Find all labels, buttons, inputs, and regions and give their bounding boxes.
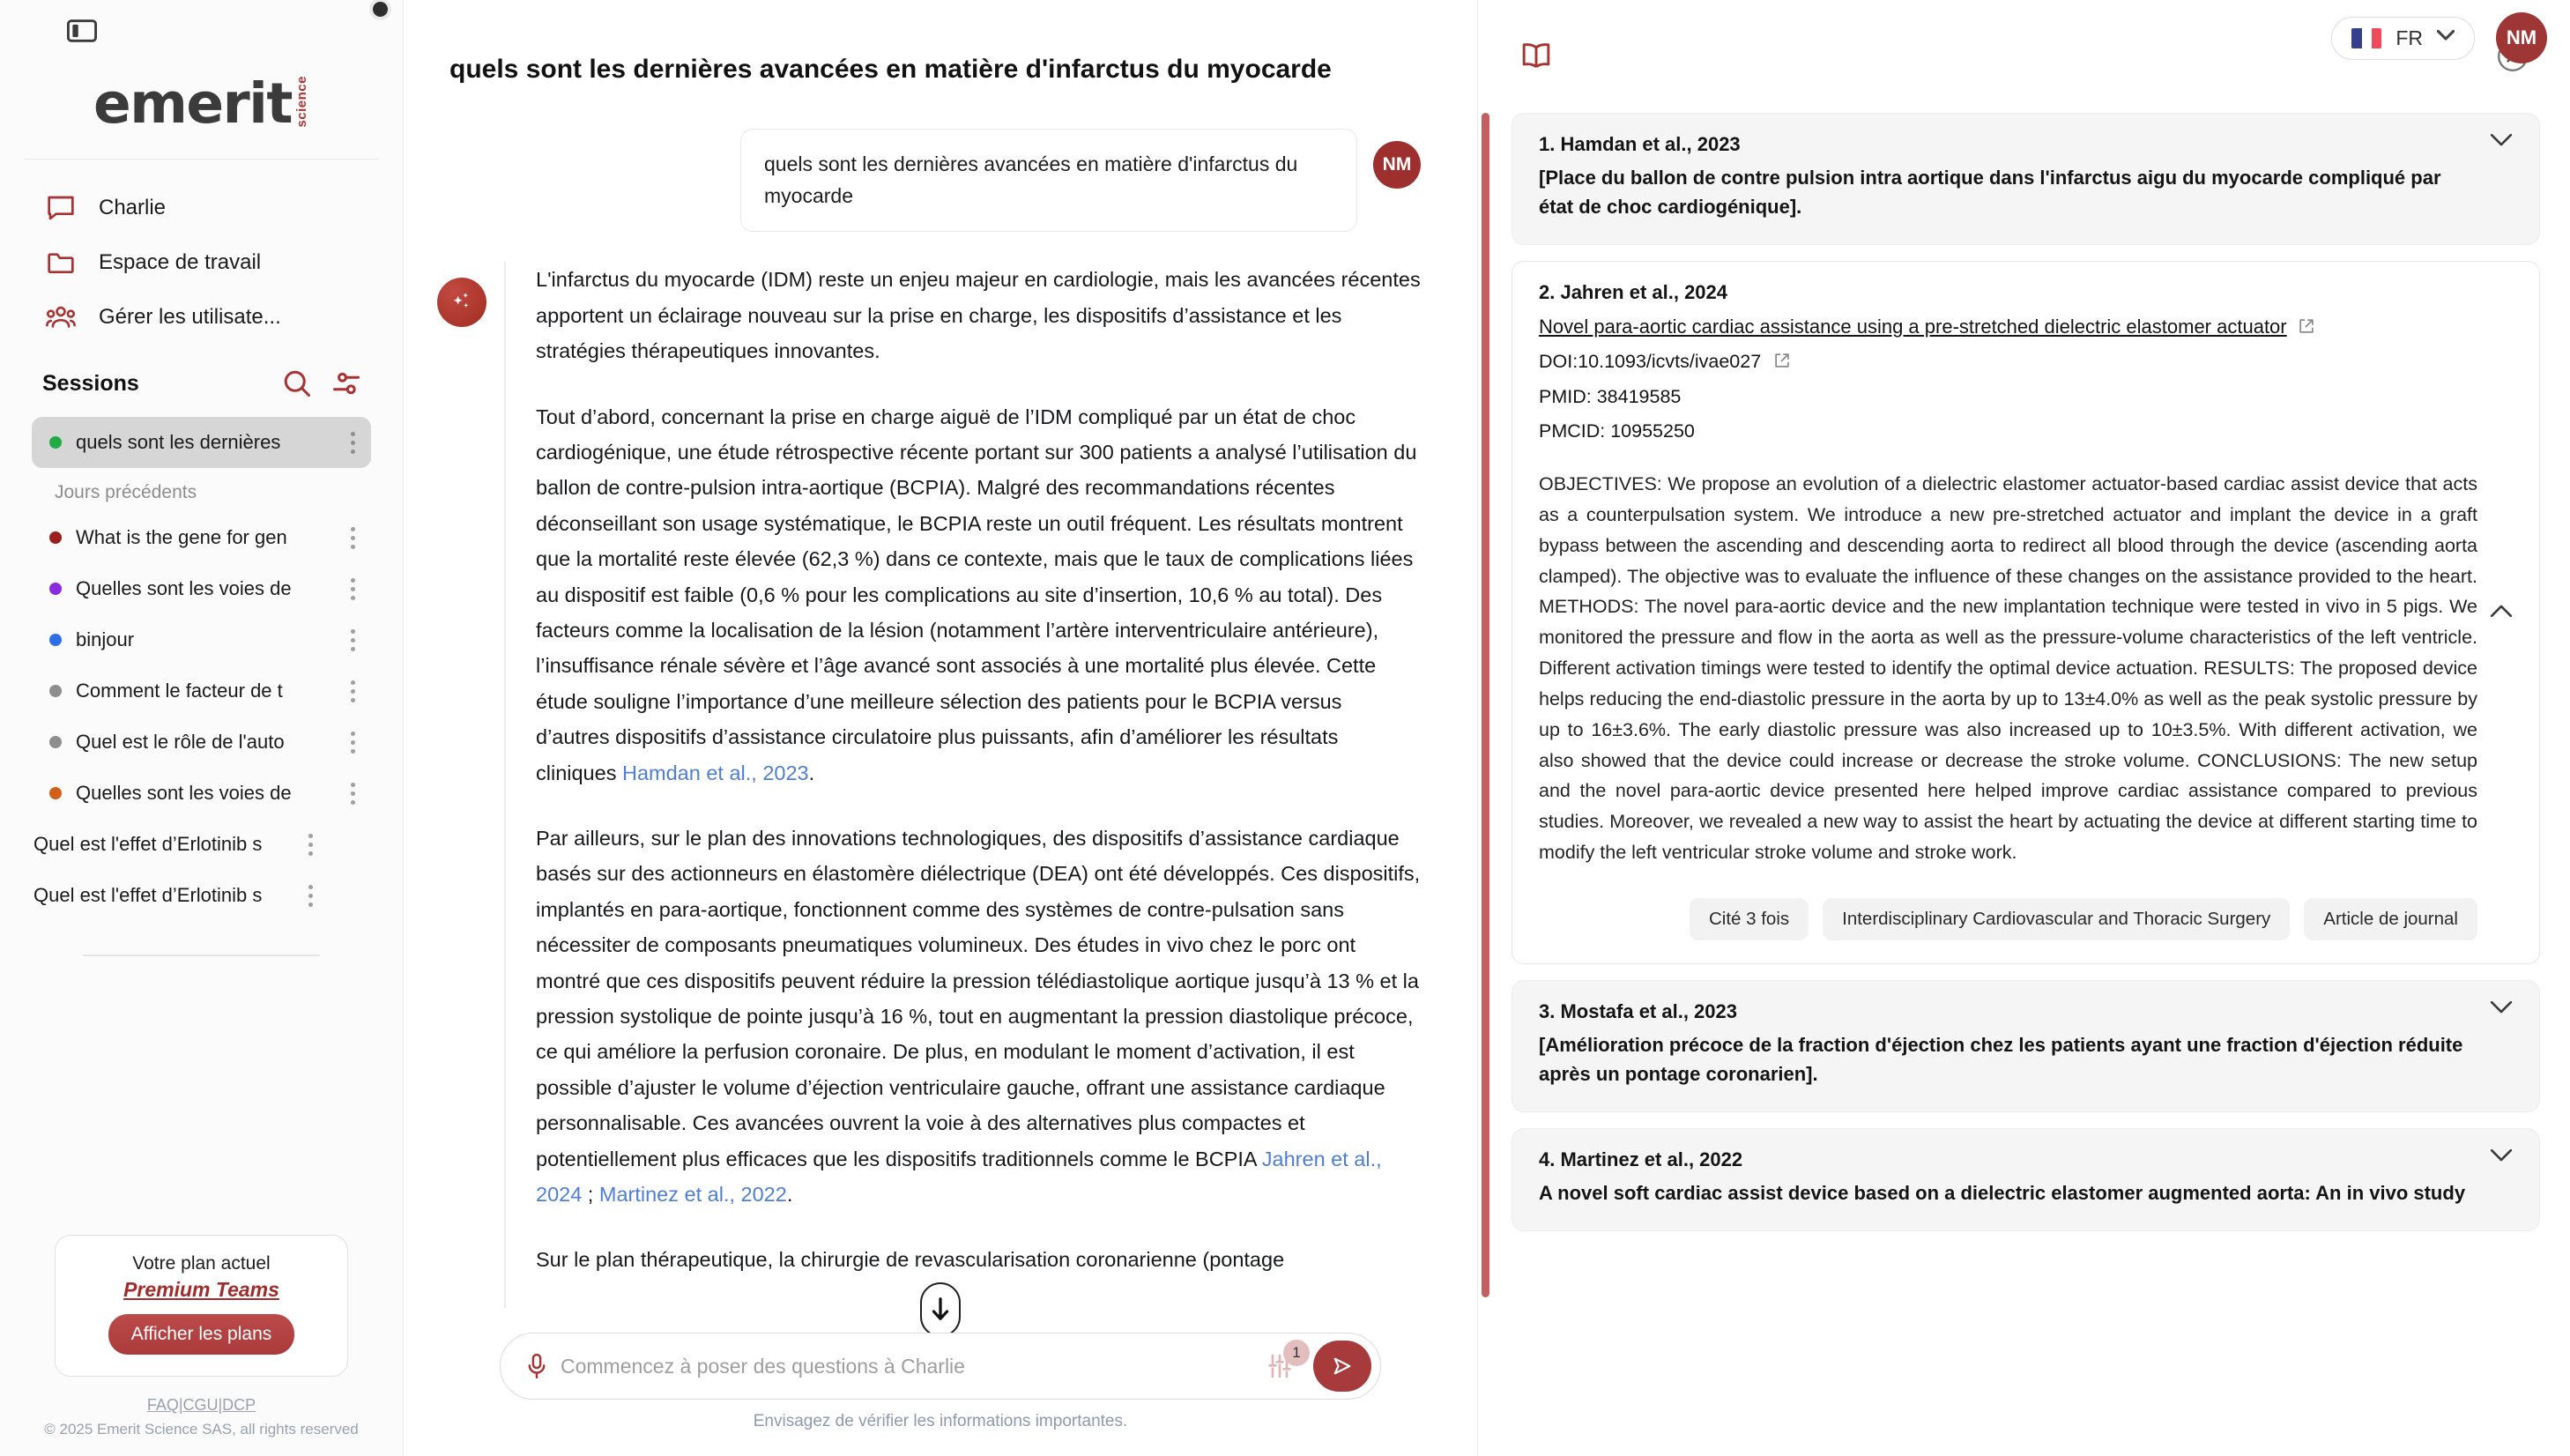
reference-citation-key: 4. Martinez et al., 2022 bbox=[1539, 1148, 1743, 1170]
sidebar bbox=[0, 0, 404, 1456]
external-link-icon[interactable] bbox=[2298, 317, 2315, 335]
chevron-down-icon[interactable] bbox=[2490, 133, 2513, 147]
chevron-down-icon bbox=[2437, 30, 2455, 46]
references-scrollbar[interactable] bbox=[1482, 113, 1489, 1297]
session-menu-icon[interactable] bbox=[342, 432, 363, 454]
logo-dot-icon bbox=[373, 2, 388, 17]
session-label: binjour bbox=[76, 628, 135, 650]
reference-card[interactable] bbox=[1512, 113, 2540, 245]
answer-paragraph-2: Tout d’abord, concernant la prise en charge aiguë de l’IDM compliqué par un état de choc cardiogénique, une étude rétrospective récente portant sur 300 patients a analysé l’utilisation du ballon de contre-pulsion intra-aortique (BCPIA). Malgré des recommandations récentes déconseillant son usage systématique, le BCPIA reste un outil fréquent. Les résultats montrent que la mortalité reste élevée (62,3 %) dans ce contexte, mais que le taux de complications liées au dispositif est faible (0,6 % pour les complications au site d’insertion, 10,6 % au total). Des facteurs comme la localisation de la lésion (notamment l’artère interventriculaire antérieure), l’insuffisance rénale sévère et l’âge avancé sont associés à une mortalité plus élevée. Cette étude souligne l’importance d’une meilleure sélection des patients pour le BCPIA versus d’autres dispositifs d’assistance circulatoire plus puissants, afin d’améliorer les résultats cliniques Hamdan et al., 2023. bbox=[536, 405, 1417, 784]
answer-paragraph-4: Sur le plan thérapeutique, la chirurgie de revascularisation coronarienne (pontage bbox=[536, 1248, 1285, 1272]
session-item[interactable] bbox=[32, 614, 371, 665]
assistant-answer bbox=[504, 262, 1421, 1308]
session-label: Quel est l'effet d’Erlotinib s bbox=[33, 833, 263, 855]
reference-doi-row bbox=[1539, 347, 2477, 376]
reference-citation-key: 3. Mostafa et al., 2023 bbox=[1539, 999, 1737, 1022]
session-menu-icon[interactable] bbox=[342, 680, 363, 702]
sidebar-nav bbox=[0, 160, 403, 353]
header-controls bbox=[2331, 12, 2547, 63]
session-label: Comment le facteur de t bbox=[76, 680, 283, 702]
session-list-divider bbox=[83, 955, 320, 956]
session-status-dot bbox=[49, 436, 62, 449]
chevron-down-icon[interactable] bbox=[2490, 1148, 2513, 1163]
reference-card[interactable] bbox=[1512, 980, 2540, 1112]
session-list bbox=[0, 413, 403, 956]
composer bbox=[500, 1333, 1381, 1400]
reference-tag-journal: Interdisciplinary Cardiovascular and Thoracic Surgery bbox=[1823, 898, 2290, 940]
reference-card-expanded[interactable] bbox=[1512, 261, 2540, 964]
language-selector[interactable] bbox=[2331, 17, 2475, 60]
user-avatar-header[interactable]: NM bbox=[2496, 12, 2547, 63]
plan-card bbox=[55, 1235, 348, 1377]
session-item-active[interactable] bbox=[32, 417, 371, 468]
session-status-dot bbox=[49, 787, 62, 799]
session-label: Quelles sont les voies de bbox=[76, 577, 292, 599]
reference-citation-key: 1. Hamdan et al., 2023 bbox=[1539, 133, 1741, 155]
brand-logo bbox=[0, 62, 403, 159]
reference-tag-citations: Cité 3 fois bbox=[1690, 898, 1809, 940]
user-message-row bbox=[404, 115, 1477, 232]
session-label: quels sont les dernières bbox=[76, 431, 281, 453]
logo-subtext: science bbox=[293, 75, 309, 128]
plan-name[interactable]: Premium Teams bbox=[123, 1278, 279, 1302]
reference-card[interactable] bbox=[1512, 1128, 2540, 1231]
footer-copyright: © 2025 Emerit Science SAS, all rights reserved bbox=[44, 1421, 359, 1438]
session-status-dot bbox=[49, 583, 62, 595]
session-label: What is the gene for gen bbox=[76, 526, 287, 548]
session-status-dot bbox=[49, 736, 62, 748]
sidebar-footer bbox=[0, 1377, 403, 1440]
external-link-icon[interactable] bbox=[1773, 349, 1791, 367]
chevron-down-icon[interactable] bbox=[2490, 1000, 2513, 1014]
reference-abstract: OBJECTIVES: We propose an evolution of a dielectric elastomer actuator-based cardiac assist device that acts as a counterpulsation system. We introduce a new pre-stretched actuator and implant the device in a graft bypass between the ascending and descending aorta to redirect all blood through the device (ascending aorta clamped). The objective was to evaluate the influence of these changes on the assistance provided to the heart. METHODS: The novel para-aortic device and the new implantation technique were tested in vivo in 5 pigs. We monitored the pressure and flow in the aorta as well as the pressure-volume characteristics of the left ventricle. Different activation timings were tested to identify the optimal device actuation. RESULTS: The proposed device helps reducing the end-diastolic pressure in the aorta by up to 13±4.0% as well as the peak systolic pressure by up to 16±3.6%. The early diastolic pressure was also increased up to 10±3.5%. With different activation, we also showed that the device could increase or decrease the stroke volume. CONCLUSIONS: The new setup and the novel para-aortic device presented here helped improve cardiac assistance compared to previous studies. Moreover, we revealed a new way to assist the heart by actuating the device at different starting time to modify the left ventricular stroke volume and stroke work. bbox=[1539, 473, 2477, 864]
reference-pmid: PMID: 38419585 bbox=[1539, 385, 1682, 407]
logo-text: emerit bbox=[93, 71, 292, 137]
sidebar-item-manage-users[interactable] bbox=[0, 290, 403, 345]
session-status-dot bbox=[49, 634, 62, 646]
send-button[interactable] bbox=[1313, 1341, 1371, 1392]
book-open-icon bbox=[1519, 41, 1554, 72]
sessions-title: Sessions bbox=[42, 370, 139, 396]
session-menu-icon[interactable] bbox=[342, 527, 363, 549]
session-menu-icon[interactable] bbox=[342, 629, 363, 651]
sidebar-item-charlie[interactable] bbox=[0, 181, 403, 235]
session-menu-icon[interactable] bbox=[300, 885, 321, 907]
session-item[interactable] bbox=[32, 717, 371, 768]
reference-pmcid: PMCID: 10955250 bbox=[1539, 420, 1695, 442]
reference-tag-type: Article de journal bbox=[2304, 898, 2477, 940]
send-icon bbox=[1331, 1356, 1354, 1377]
session-item[interactable] bbox=[32, 768, 371, 819]
session-item[interactable] bbox=[32, 512, 371, 563]
language-label: FR bbox=[2395, 26, 2423, 49]
sidebar-item-label: Gérer les utilisate... bbox=[99, 305, 281, 329]
sidebar-toggle-row bbox=[0, 0, 403, 62]
reference-title: A novel soft cardiac assist device based on a dielectric elastomer augmented aorta: An in vivo study bbox=[1539, 1181, 2466, 1204]
search-icon[interactable] bbox=[281, 368, 313, 399]
assistant-message-row bbox=[404, 232, 1477, 1308]
session-item[interactable] bbox=[32, 819, 371, 870]
session-label: Quel est l'effet d’Erlotinib s bbox=[33, 884, 263, 906]
reference-title-link[interactable]: Novel para-aortic cardiac assistance using a pre-stretched dielectric elastomer actuator bbox=[1539, 316, 2287, 338]
session-status-dot bbox=[49, 531, 62, 544]
sessions-header bbox=[0, 353, 403, 413]
assistant-sparkle-avatar bbox=[437, 278, 487, 327]
reference-citation-key: 2. Jahren et al., 2024 bbox=[1539, 281, 1728, 303]
chat-scroll-area[interactable] bbox=[404, 115, 1477, 1456]
session-menu-icon[interactable] bbox=[342, 732, 363, 754]
folder-icon bbox=[46, 248, 76, 278]
references-panel bbox=[1477, 0, 2570, 1456]
composer-disclaimer: Envisagez de vérifier les informations importantes. bbox=[753, 1412, 1128, 1430]
flag-fr-icon bbox=[2351, 28, 2381, 48]
panel-toggle-icon[interactable] bbox=[67, 19, 97, 42]
composer-input[interactable] bbox=[561, 1355, 1266, 1378]
session-menu-icon[interactable] bbox=[342, 783, 363, 805]
references-list bbox=[1478, 113, 2570, 1456]
session-item[interactable] bbox=[32, 870, 371, 921]
session-label: Quelles sont les voies de bbox=[76, 782, 292, 804]
citation-link[interactable]: Martinez et al., 2022 bbox=[598, 1183, 787, 1207]
view-plans-button[interactable]: Afficher les plans bbox=[108, 1314, 295, 1355]
reference-title: [Place du ballon de contre pulsion intra aortique dans l'infarctus aigu du myocarde compliqué par état de choc cardiogénique]. bbox=[1539, 167, 2441, 218]
reference-tag-row bbox=[1539, 898, 2477, 940]
answer-paragraph-3: Par ailleurs, sur le plan des innovations technologiques, des dispositifs d’assistance cardiaque basés sur des actionneurs en élastomère diélectrique (DEA) ont été développés. Ces dispositifs, implantés en para-aortique, fonctionnent comme des systèmes de contre-pulsation sans nécessiter de composants pneumatiques volumineux. Des études in vivo chez le porc ont montré que ces dispositifs peuvent réduire la pression télédiastolique aortique jusqu’à 13 % et la pression systolique de pointe jusqu’à 16 %, tout en augmentant la pression diastolique précoce, ce qui améliore la perfusion coronaire. De plus, en modulant le moment d’activation, il est possible d’ajuster le volume d’éjection ventriculaire gauche, offrant une assistance cardiaque personnalisable. Ces avancées ouvrent la voie à des alternatives plus compactes et potentiellement plus efficaces que les dispositifs traditionnels comme le BCPIA Jahren et al., 2024 ; Martinez et al., 2022. bbox=[536, 826, 1421, 1207]
plan-label: Votre plan actuel bbox=[132, 1253, 271, 1274]
scroll-to-bottom-button[interactable] bbox=[920, 1282, 961, 1337]
footer-links[interactable]: FAQ|CGU|DCP bbox=[146, 1396, 256, 1415]
attachment-count-badge: 1 bbox=[1283, 1340, 1310, 1366]
composer-area bbox=[404, 1333, 1477, 1431]
user-avatar[interactable]: NM bbox=[1373, 141, 1421, 189]
session-item[interactable] bbox=[32, 665, 371, 717]
microphone-icon[interactable] bbox=[525, 1353, 548, 1379]
chat-main bbox=[404, 0, 1477, 1456]
page-title: quels sont les dernières avancées en matière d'infarctus du myocarde bbox=[449, 55, 1332, 84]
session-group-label: Jours précédents bbox=[55, 482, 197, 502]
session-item[interactable] bbox=[32, 563, 371, 614]
answer-paragraph-1: L'infarctus du myocarde (IDM) reste un enjeu majeur en cardiologie, mais les avancées récentes apportent un éclairage nouveau sur la prise en charge, les dispositifs d’assistance et les stratégies thérapeutiques innovantes. bbox=[536, 268, 1421, 363]
citation-link[interactable]: Hamdan et al., 2023 bbox=[621, 761, 809, 784]
sidebar-bottom bbox=[0, 1235, 403, 1456]
session-status-dot bbox=[49, 685, 62, 697]
session-label: Quel est le rôle de l'auto bbox=[76, 731, 285, 753]
sidebar-item-workspace[interactable] bbox=[0, 235, 403, 290]
reference-doi: DOI:10.1093/icvts/ivae027 bbox=[1539, 351, 1762, 373]
sidebar-item-label: Espace de travail bbox=[99, 250, 262, 274]
reference-title: [Amélioration précoce de la fraction d'éjection chez les patients ayant une fraction d'éjection réduite après un pontage coronarien]. bbox=[1539, 1033, 2463, 1085]
session-menu-icon[interactable] bbox=[300, 834, 321, 856]
arrow-down-icon bbox=[931, 1296, 950, 1323]
citation-link[interactable]: Jahren et al., 2024 bbox=[536, 1147, 1382, 1207]
chevron-up-icon[interactable] bbox=[2490, 604, 2513, 618]
filter-sliders-icon[interactable] bbox=[331, 368, 362, 399]
sliders-icon[interactable] bbox=[1266, 1344, 1301, 1380]
sidebar-item-label: Charlie bbox=[99, 196, 167, 219]
session-menu-icon[interactable] bbox=[342, 578, 363, 600]
users-icon bbox=[46, 302, 76, 332]
user-message-bubble: quels sont les dernières avancées en matière d'infarctus du myocarde bbox=[740, 129, 1357, 232]
chat-bubble-icon bbox=[46, 193, 76, 223]
